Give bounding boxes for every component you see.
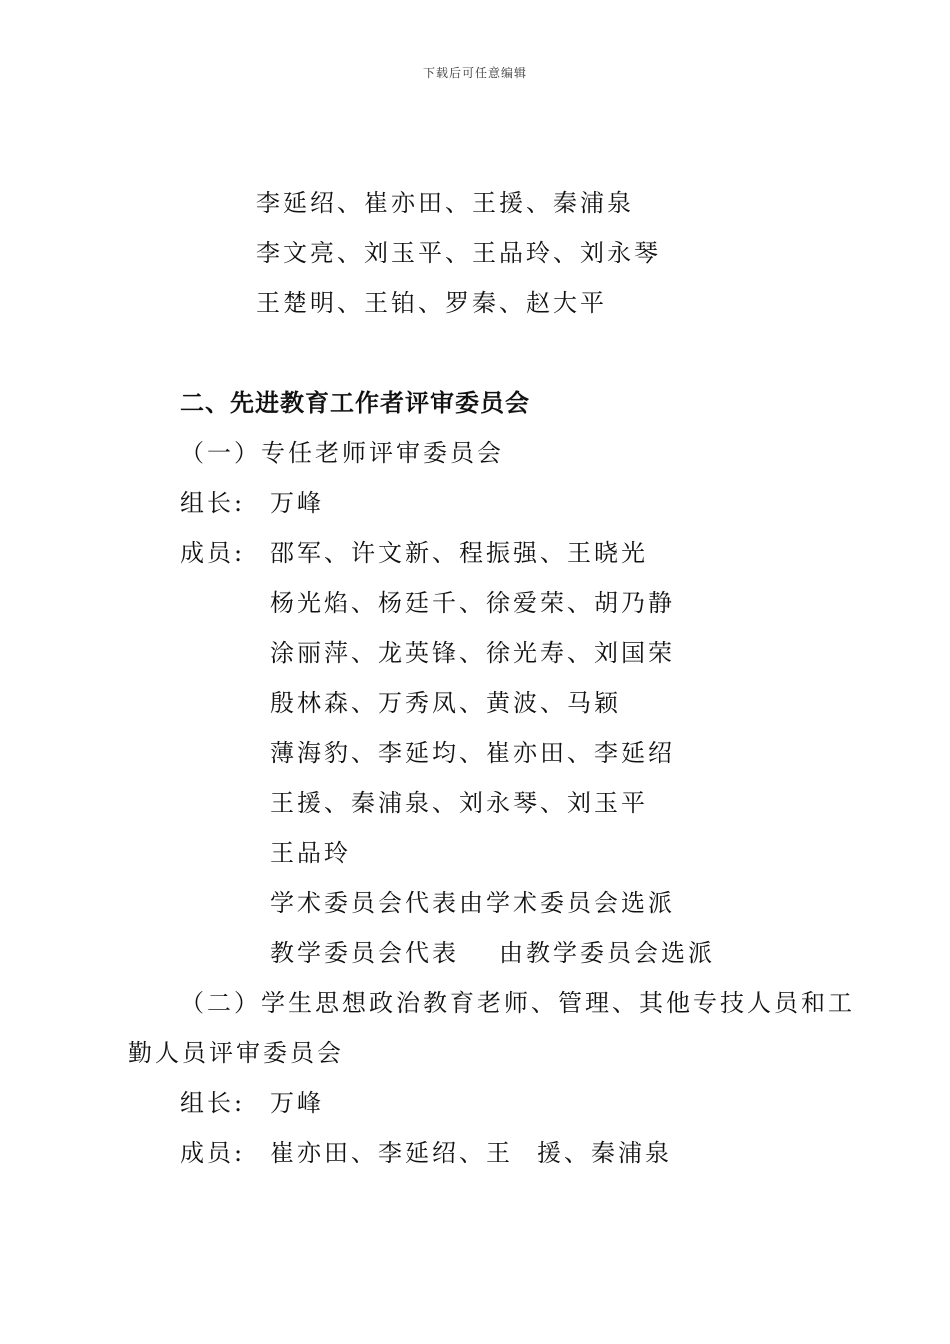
members-row [180,1138,672,1168]
member-line: 邵军、许文新、程振强、王晓光 [270,539,648,567]
leader-name: 万峰 [270,1089,324,1117]
note-part: 由教学委员会选派 [499,939,715,967]
member-part: 崔亦田、李延绍、王 [270,1139,513,1167]
member-line: 殷林森、万秀凤、黄波、马颖 [270,689,621,717]
note-line: 学术委员会代表由学术委员会选派 [270,889,675,917]
leader-label: 组长: [180,1089,246,1117]
member-line: 王品玲 [270,839,351,867]
section-heading: 二、先进教育工作者评审委员会 [180,389,530,417]
member-line: 杨光焰、杨廷千、徐爱荣、胡乃静 [270,589,675,617]
note-part: 教学委员会代表 [270,939,459,967]
leader-name: 万峰 [270,489,324,517]
subsection-title-cont: 勤人员评审委员会 [128,1039,344,1067]
member-line: 王援、秦浦泉、刘永琴、刘玉平 [270,789,648,817]
name-line: 王楚明、王铂、罗秦、赵大平 [256,289,607,317]
member-part: 援、秦浦泉 [537,1139,672,1167]
subsection-title: （二）学生思想政治教育老师、管理、其他专技人员和工 [180,989,855,1017]
note-line [270,938,715,968]
name-line: 李延绍、崔亦田、王援、秦浦泉 [256,189,634,217]
leader-row [180,1088,324,1118]
subsection-title: （一）专任老师评审委员会 [180,439,504,467]
members-label: 成员: [180,539,246,567]
member-line: 涂丽萍、龙英锋、徐光寿、刘国荣 [270,639,675,667]
leader-row [180,488,324,518]
member-line: 薄海豹、李延均、崔亦田、李延绍 [270,739,675,767]
name-line: 李文亮、刘玉平、王品玲、刘永琴 [256,239,661,267]
members-label: 成员: [180,1139,246,1167]
members-row [180,538,648,568]
page-header: 下载后可任意编辑 [422,66,527,80]
leader-label: 组长: [180,489,246,517]
